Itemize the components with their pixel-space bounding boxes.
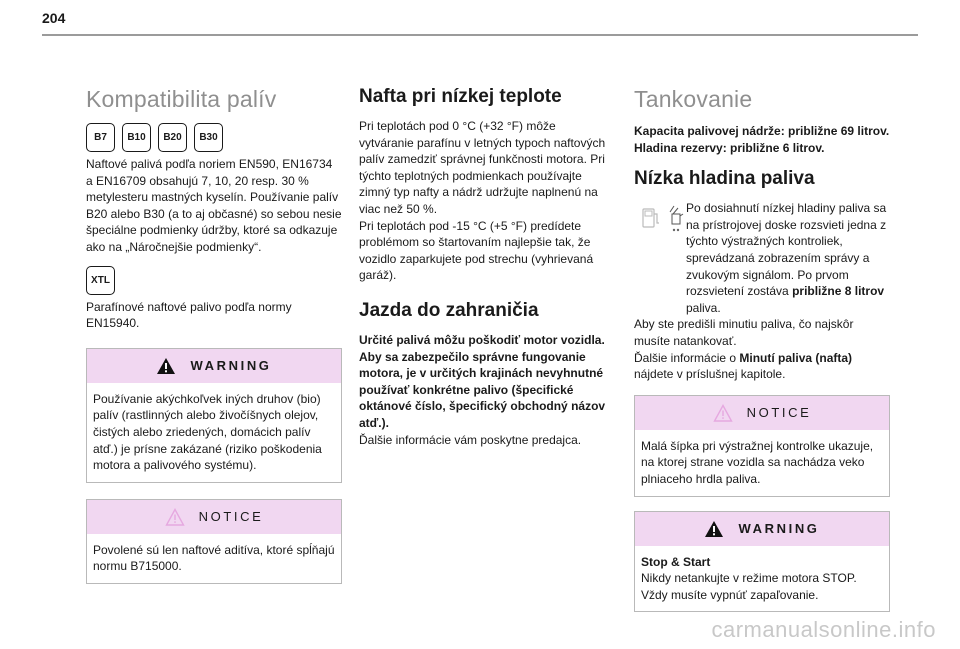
warning-title: WARNING	[190, 358, 272, 374]
fuel-badge-b10-icon: B10	[122, 123, 151, 152]
fuel-badge-b20-icon: B20	[158, 123, 187, 152]
stop-start-line-2: Vždy musíte vypnúť zapaľovanie.	[641, 587, 819, 602]
notice-triangle-icon	[165, 508, 185, 526]
low-fuel-advice: Aby ste predišli minutiu paliva, čo najskôr musíte natankovať.	[634, 317, 854, 348]
tank-capacity: Kapacita palivovej nádrže: približne 69 litrov.	[634, 124, 890, 138]
watermark: carmanualsonline.info	[711, 617, 936, 642]
column-fuel-compatibility	[86, 78, 342, 584]
low-fuel-reference: Ďalšie informácie o Minutí paliva (nafta) nájdete v príslušnej kapitole.	[634, 350, 853, 382]
page-number: 204	[42, 10, 66, 26]
fuel-badge-b7-icon: B7	[86, 123, 115, 152]
notice-box-refuel	[634, 395, 890, 497]
section-title-low-temp: Nafta pri nízkej teplote	[359, 86, 562, 107]
notice-triangle-icon	[713, 404, 733, 422]
warning-box	[86, 348, 342, 483]
column-refuelling	[634, 78, 890, 612]
low-temp-paragraph-2: Pri teplotách pod -15 °C (+5 °F) predídete problémom so štartovaním najlepšie tak, že vozidlo zaparkujete pod strechu (vyhrievaná garáž).	[359, 218, 594, 283]
section-title-low-fuel: Nízka hladina paliva	[634, 168, 815, 190]
warning-title: WARNING	[738, 521, 820, 536]
warning-triangle-icon	[156, 357, 176, 375]
section-title-compatibility: Kompatibilita palív	[86, 86, 277, 112]
fuel-warning-lamp-icon	[634, 200, 684, 236]
section-title-refuelling: Tankovanie	[634, 86, 753, 112]
notice-title: NOTICE	[746, 405, 812, 421]
xtl-paragraph: Parafínové naftové palivo podľa normy EN15940.	[86, 299, 292, 331]
fuel-badges	[86, 123, 342, 152]
header-rule	[42, 34, 918, 36]
xtl-badge-row	[86, 266, 342, 295]
warning-text: Používanie akýchkoľvek iných druhov (bio) palív (rastlinných alebo živočíšnych olejov, čistých alebo zriedených, domácich palív atď.) je prísne zakázané (riziko poškodenia motora a palivového systému).	[93, 391, 322, 473]
warning-header	[635, 512, 889, 546]
low-fuel-paragraph: Po dosiahnutí nízkej hladiny paliva sa na prístrojovej doske rozsvieti jedna z týchto výstražných kontroliek, sprevádzaná zobrazením správy a zvukovým signálom. Po prvom rozsvietení zostáva približne 8 litrov paliva.	[686, 201, 887, 315]
warning-triangle-icon	[704, 520, 724, 538]
warning-box-refuel	[634, 511, 890, 613]
low-fuel-row	[634, 200, 890, 316]
stop-start-heading: Stop & Start	[641, 554, 711, 569]
fuel-badge-b30-icon: B30	[194, 123, 223, 152]
notice-text: Malá šípka pri výstražnej kontrolke ukazuje, na ktorej strane vozidla sa nachádza veko plniaceho hrdla paliva.	[641, 438, 874, 486]
notice-title: NOTICE	[198, 509, 264, 525]
warning-header	[87, 349, 341, 383]
abroad-paragraph: Ďalšie informácie vám poskytne predajca.	[359, 432, 582, 447]
notice-text: Povolené sú len naftové aditíva, ktoré spĺňajú normu B715000.	[93, 542, 335, 574]
fuel-badge-xtl-icon: XTL	[86, 266, 115, 295]
reserve-level: Hladina rezervy: približne 6 litrov.	[634, 140, 825, 155]
section-title-abroad: Jazda do zahraničia	[359, 299, 539, 321]
stop-start-line-1: Nikdy netankujte v režime motora STOP.	[641, 571, 857, 586]
low-temp-paragraph: Pri teplotách pod 0 °C (+32 °F) môže vytváranie parafínu v letných typoch naftových palív zamedziť správnej funkčnosti motora. Pri týchto teplotných podmienkach používajte zimný typ nafty a nádrž udržujte naplnenú na viac než 50 %.	[359, 119, 606, 216]
notice-box	[86, 499, 342, 584]
column-diesel	[359, 78, 612, 448]
notice-header	[87, 500, 341, 534]
abroad-bold-paragraph: Určité palivá môžu poškodiť motor vozidla. Aby sa zabezpečilo správne fungovanie motora, je v určitých krajinách nevyhnutné používať konkrétne palivo (špecifické oktánové číslo, špecifický obchodný názov atď.).	[359, 332, 606, 430]
compatibility-paragraph: Naftové palivá podľa noriem EN590, EN16734 a EN16709 obsahujú 7, 10, 20 resp. 30 % metylesteru mastných kyselín. Používanie palív B20 alebo B30 (a to aj občasné) so sebou nesie špeciálne podmienky údržby, ktoré sa odkazuje ako na „Náročnejšie podmienky“.	[86, 157, 342, 254]
notice-header	[635, 396, 889, 430]
